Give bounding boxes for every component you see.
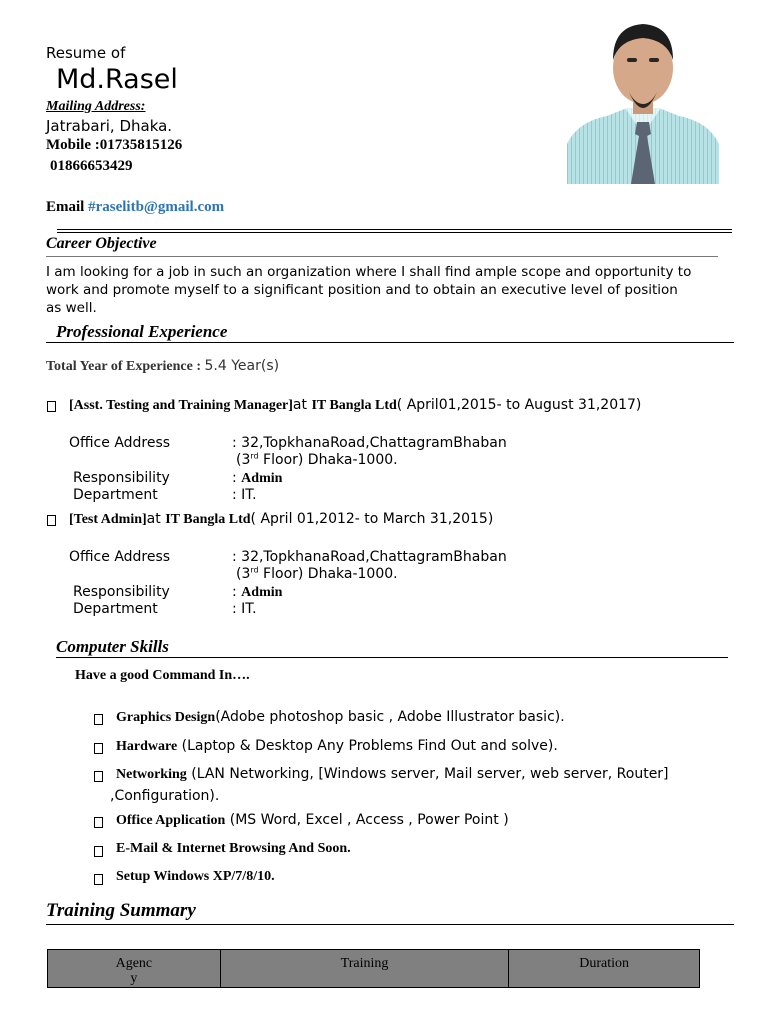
total-experience-label: Total Year of Experience :: [46, 359, 205, 374]
professional-experience-heading: Professional Experience: [56, 322, 228, 341]
mailing-address: Jatrabari, Dhaka.: [46, 117, 173, 135]
job-2-office-floor-sup: rd: [250, 565, 259, 575]
job-1-responsibility-colon: :: [232, 470, 242, 486]
career-objective-rule: [46, 256, 718, 257]
job-2-office-floor-pre: (3: [236, 566, 251, 582]
career-objective-line-1: I am looking for a job in such an organization where I shall find ample scope and opportunity to: [46, 264, 692, 280]
career-objective-heading: Career Objective: [46, 235, 157, 252]
skill-2-name: Hardware: [116, 739, 178, 754]
career-objective-line-2: work and promote myself to a significant position and to obtain an executive level of position: [46, 282, 678, 298]
table-header-duration: Duration: [509, 950, 700, 988]
bullet-icon: [47, 401, 56, 412]
job-1-title: [69, 397, 641, 414]
job-2-responsibility-label: Responsibility: [73, 584, 170, 600]
bullet-icon: [47, 515, 56, 526]
job-2-role: [Test Admin]: [69, 512, 147, 527]
skill-item-2: [116, 738, 558, 755]
email-label: Email: [46, 199, 89, 215]
job-2-responsibility-value: [232, 584, 282, 601]
job-2-at: at: [146, 511, 166, 527]
job-1-responsibility-value: [232, 470, 282, 487]
bullet-icon: [94, 817, 103, 828]
job-2-company: IT Bangla Ltd: [165, 512, 251, 527]
table-header-row: [48, 950, 700, 988]
job-2-title: [69, 511, 493, 528]
skill-3-name: Networking: [116, 767, 187, 782]
training-table: [47, 949, 700, 988]
training-summary-heading: Training Summary: [46, 900, 196, 921]
skill-1-bullet: [94, 712, 103, 730]
bullet-icon: [94, 874, 103, 885]
career-objective-line-3: as well.: [46, 300, 97, 316]
skill-5-bullet: [94, 844, 103, 862]
computer-skills-heading: Computer Skills: [56, 637, 169, 656]
bullet-icon: [94, 771, 103, 782]
job-2-department-label: Department: [73, 601, 158, 617]
job-1-department-label: Department: [73, 487, 158, 503]
bullet-icon: [94, 743, 103, 754]
job-1-role: [Asst. Testing and Training Manager]: [69, 398, 293, 413]
skill-3-continuation: ,Configuration).: [110, 788, 220, 804]
job-1-company: IT Bangla Ltd: [311, 398, 397, 413]
job-2-bullet: [47, 513, 56, 531]
skills-intro: Have a good Command In….: [75, 668, 250, 683]
table-header-training: Training: [220, 950, 509, 988]
skill-6-bullet: [94, 872, 103, 890]
job-2-department-value: : IT.: [232, 601, 257, 617]
table-header-agency: [48, 950, 221, 988]
mailing-address-label: Mailing Address:: [46, 99, 146, 114]
job-2-responsibility-text: Admin: [241, 585, 283, 600]
skill-4-name: Office Application: [116, 813, 226, 828]
job-1-period: ( April01,2015- to August 31,2017): [396, 397, 642, 413]
job-1-bullet: [47, 399, 56, 417]
job-2-office-floor-post: Floor) Dhaka-1000.: [258, 566, 398, 582]
mobile-line: [46, 137, 182, 154]
skill-1-detail: (Adobe photoshop basic , Adobe Illustrator basic).: [215, 709, 565, 725]
bullet-icon: [94, 714, 103, 725]
mobile-number-2: 01866653429: [50, 158, 133, 174]
job-2-office-line-1: : 32,TopkhanaRoad,ChattagramBhaban: [232, 549, 507, 565]
training-rule: [46, 924, 734, 925]
total-experience-line: [46, 358, 279, 375]
skill-item-4: [116, 812, 509, 829]
job-1-office-line-2: [236, 452, 398, 468]
candidate-name: Md.Rasel: [56, 64, 178, 95]
table-header-agency-text: Agency: [115, 956, 153, 986]
header-rule-bottom: [57, 232, 732, 233]
skill-item-6: Setup Windows XP/7/8/10.: [116, 869, 275, 884]
job-1-office-floor-sup: rd: [250, 451, 259, 461]
resume-of-label: Resume of: [46, 44, 126, 62]
profile-photo: [567, 12, 719, 184]
skill-2-bullet: [94, 741, 103, 759]
skill-item-5: E-Mail & Internet Browsing And Soon.: [116, 841, 351, 856]
job-2-responsibility-colon: :: [232, 584, 242, 600]
mobile-label: Mobile :: [46, 137, 100, 153]
skills-rule: [56, 657, 728, 658]
skill-3-detail: (LAN Networking, [Windows server, Mail server, web server, Router]: [186, 766, 669, 782]
job-1-office-label: Office Address: [69, 435, 171, 451]
experience-rule: [46, 342, 734, 343]
skill-4-detail: (MS Word, Excel , Access , Power Point ): [225, 812, 509, 828]
email-link[interactable]: #raselitb@gmail.com: [88, 199, 225, 215]
job-1-at: at: [292, 397, 312, 413]
job-1-responsibility-text: Admin: [241, 471, 283, 486]
skill-item-1: [116, 709, 565, 726]
email-line: [46, 199, 224, 216]
skill-4-bullet: [94, 815, 103, 833]
skill-item-3: [116, 766, 669, 783]
job-2-office-line-2: [236, 566, 398, 582]
mobile-number-1: 01735815126: [99, 137, 183, 153]
skill-1-name: Graphics Design: [116, 710, 216, 725]
total-experience-value: 5.4 Year(s): [204, 358, 280, 374]
job-1-office-line-1: : 32,TopkhanaRoad,ChattagramBhaban: [232, 435, 507, 451]
job-2-office-label: Office Address: [69, 549, 171, 565]
job-2-period: ( April 01,2012- to March 31,2015): [250, 511, 494, 527]
job-1-office-floor-post: Floor) Dhaka-1000.: [258, 452, 398, 468]
job-1-responsibility-label: Responsibility: [73, 470, 170, 486]
skill-2-detail: (Laptop & Desktop Any Problems Find Out and solve).: [177, 738, 558, 754]
job-1-office-floor-pre: (3: [236, 452, 251, 468]
job-1-department-value: : IT.: [232, 487, 257, 503]
bullet-icon: [94, 846, 103, 857]
header-rule-top: [57, 229, 732, 230]
skill-3-bullet: [94, 769, 103, 787]
